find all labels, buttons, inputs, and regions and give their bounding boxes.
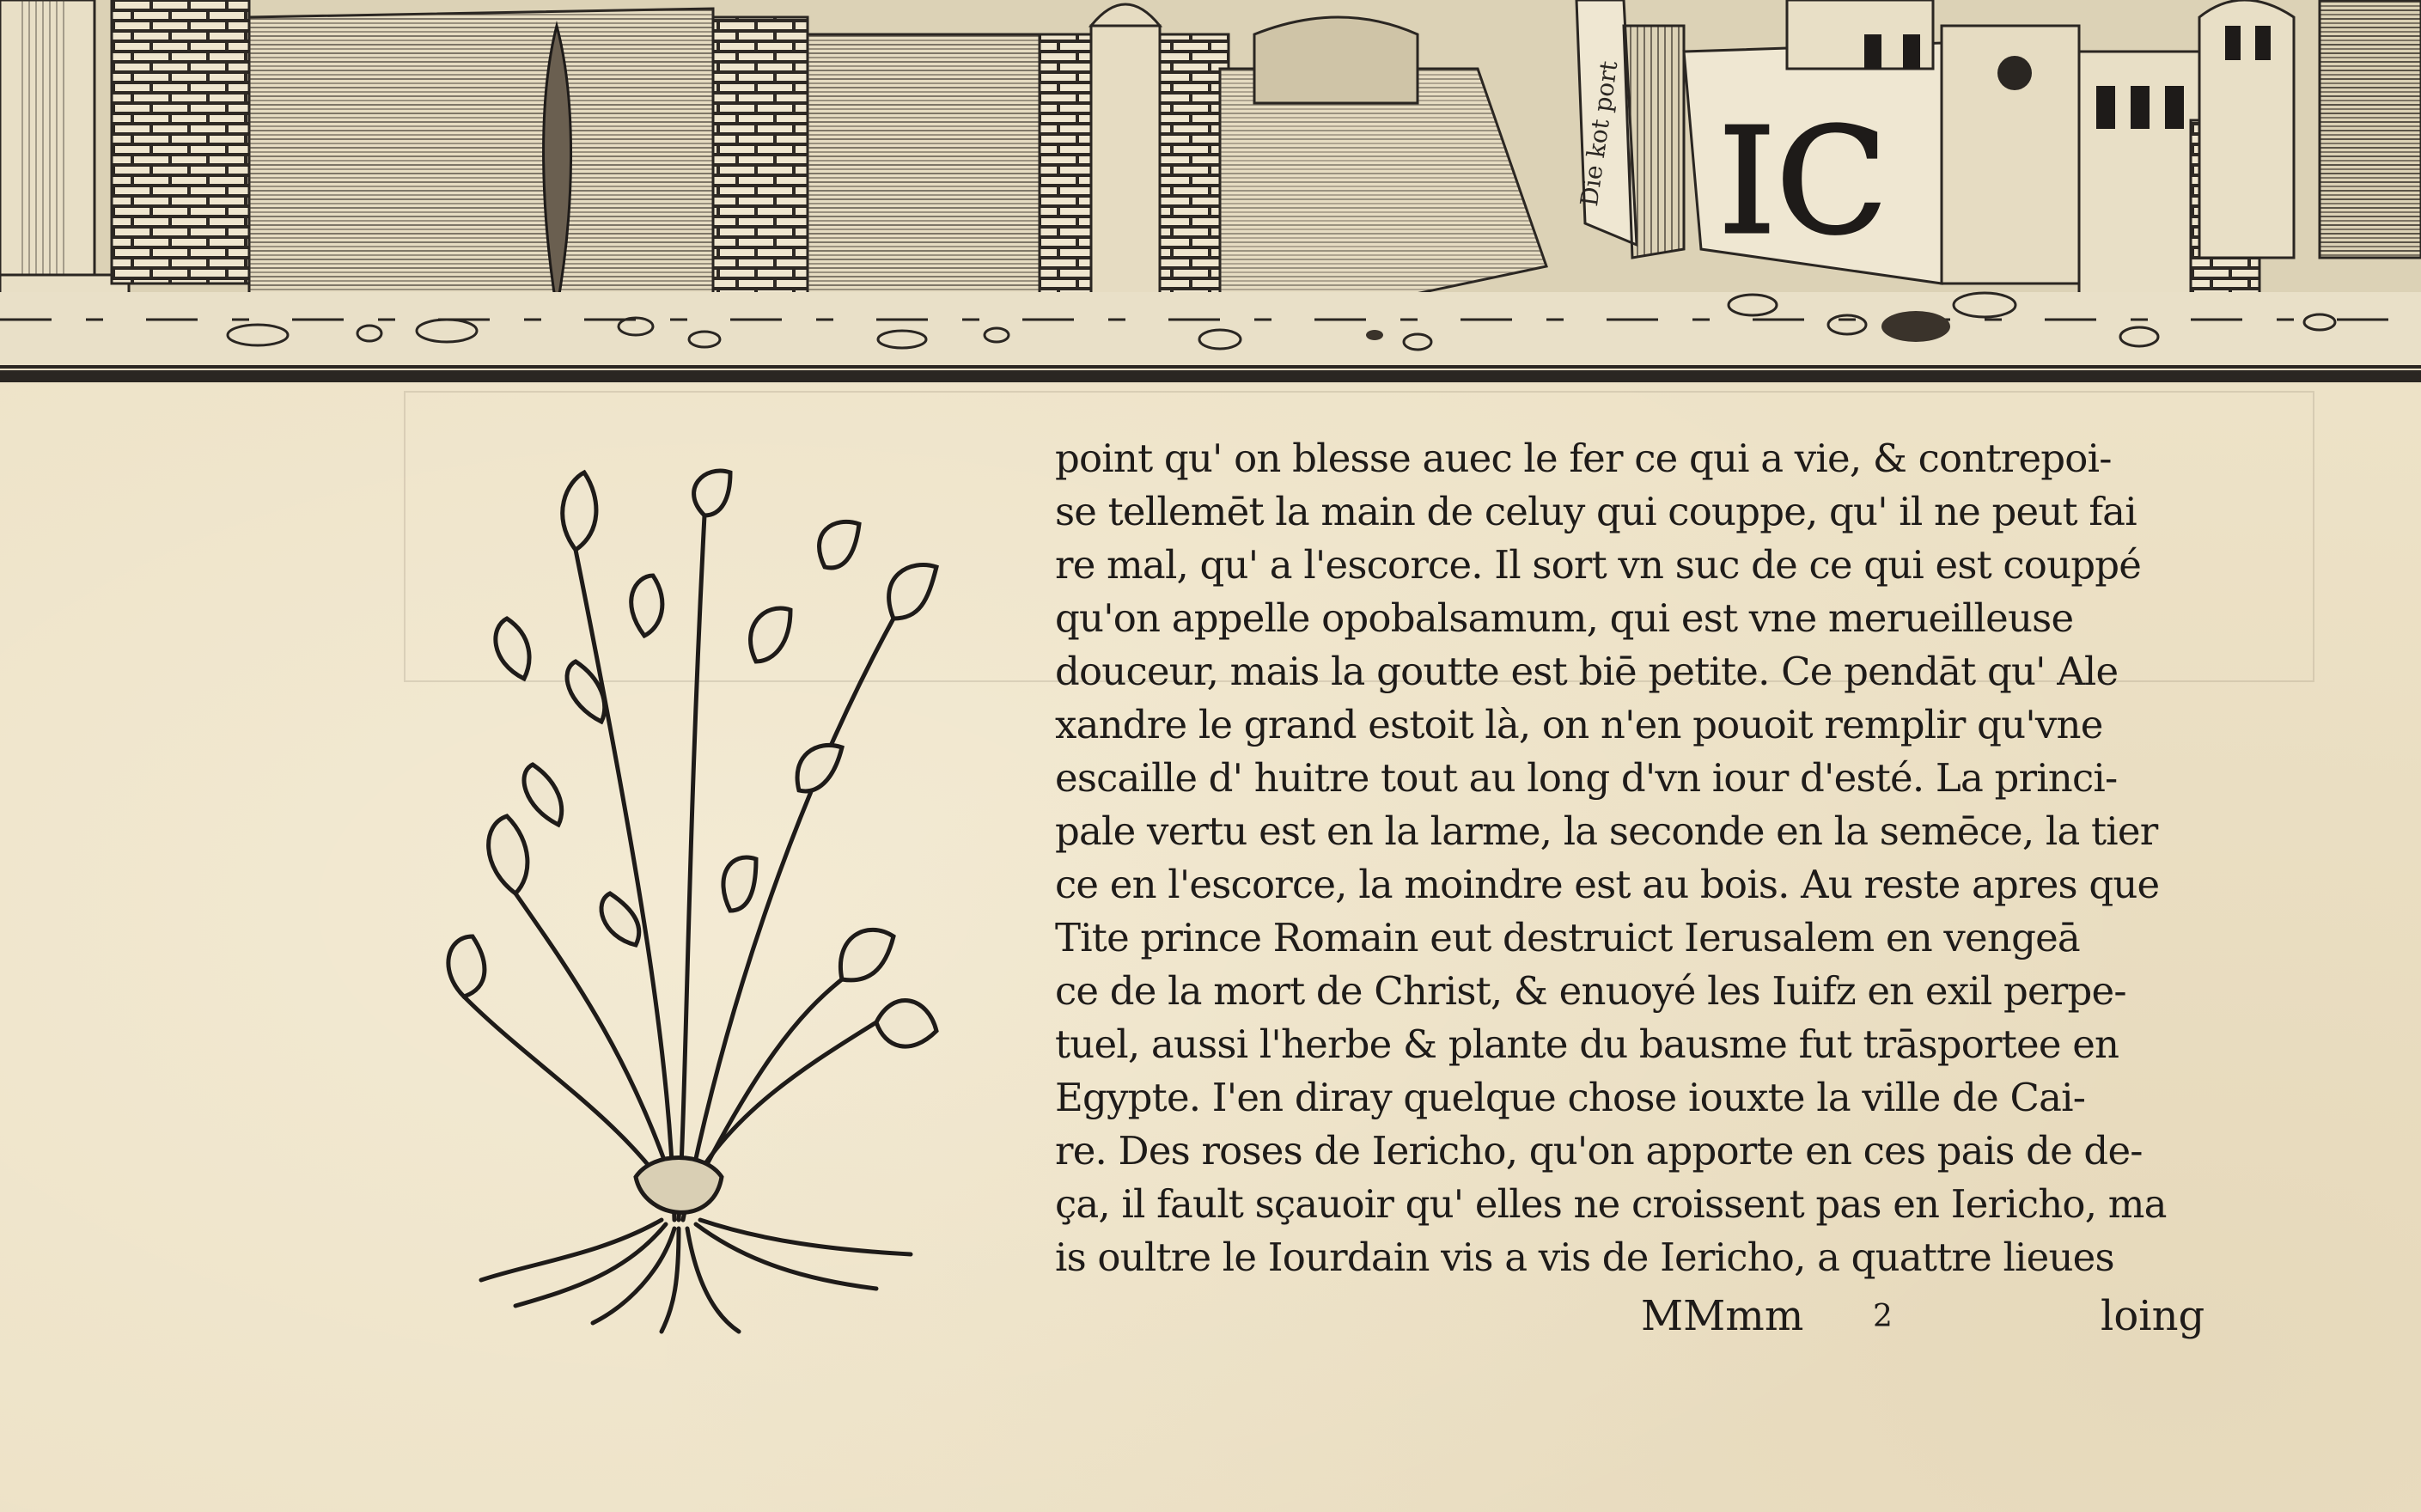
text-line: qu'on appelle opobalsamum, qui est vne merueilleuse (1055, 595, 2074, 641)
text-line: xandre le grand estoit là, on n'en pouoit remplir qu'vne (1055, 702, 2103, 747)
text-line: ça, il fault sçauoir qu' elles ne croissent pas en Iericho, ma (1055, 1181, 2167, 1227)
text-line: is oultre le Iourdain vis a vis de Iericho, a quattre lieues (1055, 1235, 2114, 1280)
gate-label: Die kot port (1574, 58, 1624, 208)
body-text-column (1055, 436, 2206, 1288)
text-line: Egypte. I'en diray quelque chose iouxte la ville de Cai- (1055, 1075, 2086, 1120)
text-line: pale vertu est en la larme, la seconde en la semēce, la tier (1055, 808, 2158, 854)
text-line: ce en l'escorce, la moindre est au bois. Au reste apres que (1055, 862, 2160, 907)
text-line: douceur, mais la goutte est biē petite. Ce pendāt qu' Ale (1055, 649, 2119, 694)
jerusalem-woodcut-illustration (0, 0, 2421, 382)
text-line: point qu' on blesse auec le fer ce qui a vie, & contrepoi- (1055, 436, 2112, 481)
svg-text:IC: IC (1718, 97, 1888, 267)
text-line: re mal, qu' a l'escorce. Il sort vn suc de ce qui est couppé (1055, 542, 2142, 588)
text-line: re. Des roses de Iericho, qu'on apporte en ces pais de de- (1055, 1128, 2143, 1174)
catchword: loing (2101, 1292, 2205, 1340)
signature-number: 2 (1873, 1299, 1893, 1334)
signature-mark: MMmm (1641, 1292, 1804, 1340)
text-line: escaille d' huitre tout au long d'vn iour d'esté. La princi- (1055, 755, 2118, 801)
text-line: Tite prince Romain eut destruict Ierusalem en vengeā (1055, 915, 2080, 960)
text-line: se tellemēt la main de celuy qui couppe, qu' il ne peut fai (1055, 489, 2137, 534)
balsam-plant-woodcut (430, 464, 1031, 1366)
text-line: ce de la mort de Christ, & enuoyé les Iuifz en exil perpe- (1055, 968, 2126, 1014)
text-line: tuel, aussi l'herbe & plante du bausme fut trāsportee en (1055, 1021, 2119, 1067)
